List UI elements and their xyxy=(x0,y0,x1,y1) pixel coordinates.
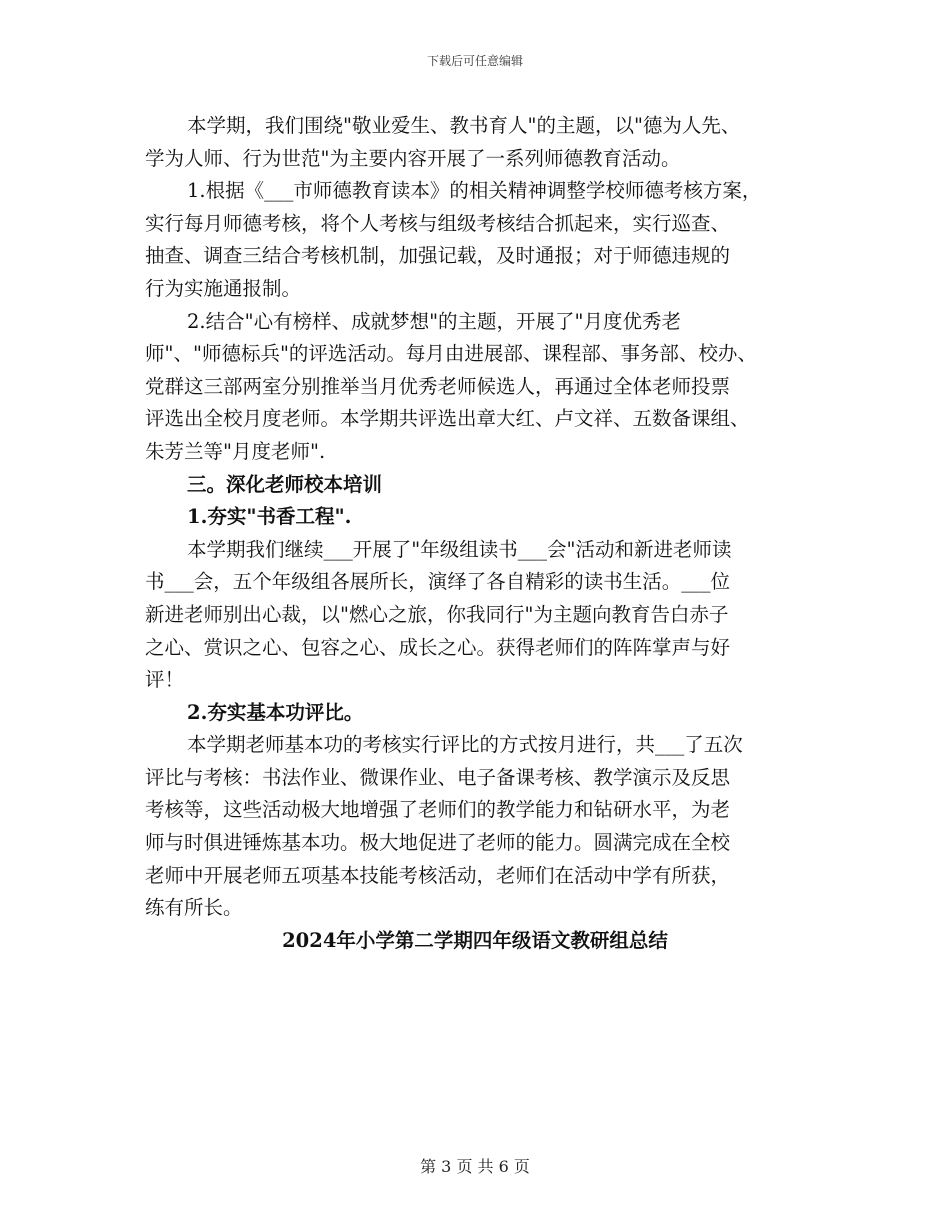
section-heading: 三。深化老师校本培训 xyxy=(187,472,383,496)
subsection-heading: 2.夯实基本功评比。 xyxy=(187,700,364,724)
page-footer: 第 3 页 共 6 页 xyxy=(420,1157,530,1176)
subsection-heading: 1.夯实"书香工程". xyxy=(187,505,352,529)
paragraph-line: 评选出全校月度老师。本学期共评选出章大红、卢文祥、五数备课组、 xyxy=(145,407,750,431)
paragraph-line: 1.根据《___市师德教育读本》的相关精神调整学校师德考核方案， xyxy=(187,179,762,203)
document-title: 2024年小学第二学期四年级语文教研组总结 xyxy=(282,928,668,952)
paragraph-line: 师"、"师德标兵"的评选活动。每月由进展部、课程部、事务部、校办、 xyxy=(145,342,757,366)
paragraph-line: 练有所长。 xyxy=(145,896,243,920)
paragraph-line: 评比与考核：书法作业、微课作业、电子备课考核、教学演示及反思 xyxy=(145,765,731,789)
paragraph-line: 抽查、调查三结合考核机制，加强记载，及时通报；对于师德违规的 xyxy=(145,244,731,268)
paragraph-line: 学为人师、行为世范"为主要内容开展了一系列师德教育活动。 xyxy=(145,146,681,170)
paragraph-line: 本学期，我们围绕"敬业爱生、教书育人"的主题，以"德为人先、 xyxy=(187,114,741,137)
paragraph-line: 书___会，五个年级组各展所长，演绎了各自精彩的读书生活。___位 xyxy=(145,570,731,594)
paragraph-line: 本学期我们继续___开展了"年级组读书___会"活动和新进老师读 xyxy=(187,537,732,561)
paragraph-line: 行为实施通报制。 xyxy=(145,276,302,300)
paragraph-line: 评！ xyxy=(145,668,185,692)
paragraph-line: 师与时俱进锤炼基本功。极大地促进了老师的能力。圆满完成在全校 xyxy=(145,831,731,855)
paragraph-line: 实行每月师德考核，将个人考核与组级考核结合抓起来，实行巡查、 xyxy=(145,211,731,235)
page-header: 下载后可任意编辑 xyxy=(426,54,523,68)
paragraph-line: 本学期老师基本功的考核实行评比的方式按月进行，共___了五次 xyxy=(187,733,743,757)
paragraph-line: 朱芳兰等"月度老师". xyxy=(145,439,326,463)
paragraph-line: 老师中开展老师五项基本技能考核活动，老师们在活动中学有所获， xyxy=(145,863,731,887)
paragraph-line: 新进老师别出心裁，以"燃心之旅，你我同行"为主题向教育告白赤子 xyxy=(145,602,729,626)
paragraph-line: 党群这三部两室分别推举当月优秀老师候选人，再通过全体老师投票 xyxy=(145,374,731,398)
document-body xyxy=(145,110,825,957)
paragraph-line: 之心、赏识之心、包容之心、成长之心。获得老师们的阵阵掌声与好 xyxy=(145,635,731,659)
paragraph-line: 考核等，这些活动极大地增强了老师们的教学能力和钻研水平，为老 xyxy=(145,798,731,822)
paragraph-line: 2.结合"心有榜样、成就梦想"的主题，开展了"月度优秀老 xyxy=(187,309,682,333)
